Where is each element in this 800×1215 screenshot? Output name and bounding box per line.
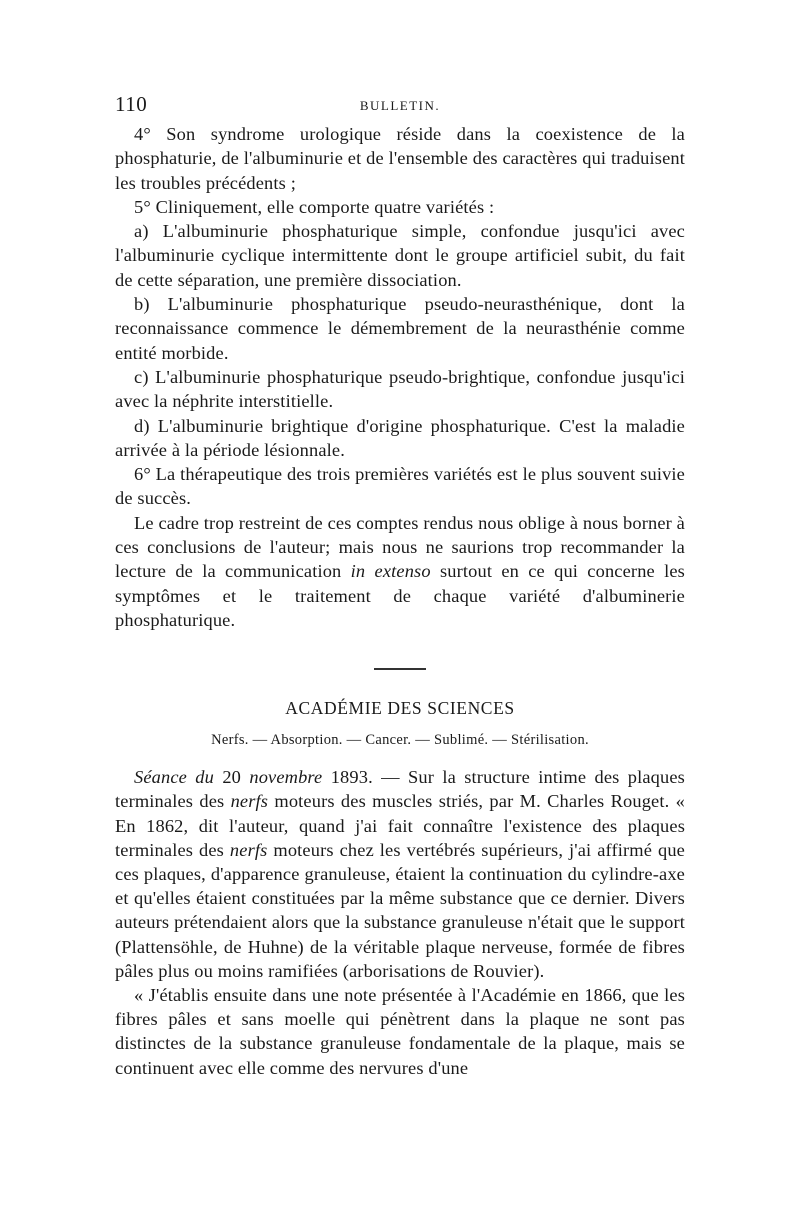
closing-text-after: surtout en ce qui concerne les symptômes et le traitement de chaque variété d'albuminerie phosphaturique. xyxy=(115,561,685,630)
nerfs-italic-1: nerfs xyxy=(230,791,269,812)
page-number: 110 xyxy=(115,92,148,116)
paragraph-variety-a: a) L'albuminurie phosphaturique simple, confondue jusqu'ici avec l'albuminurie cyclique intermittente dont le groupe artificiel subit, du fait de cette séparation, une première dissociation. xyxy=(115,221,685,290)
section-subtitle: Nerfs. — Absorption. — Cancer. — Sublimé. — Stérilisation. xyxy=(211,732,589,749)
body-text-seance xyxy=(115,765,685,1080)
nerfs-italic-2: nerfs xyxy=(229,839,268,860)
body-text-top xyxy=(115,122,685,632)
paragraph-final: « J'établis ensuite dans une note présentée à l'Académie en 1866, que les fibres pâles et sans moelle qui pénètrent dans la plaque ne sont pas distinctes de la substance granuleuse fondamentale de la plaque, mais se continuent avec elle comme des nervures d'une xyxy=(115,985,685,1078)
paragraph-variety-b: b) L'albuminurie phosphaturique pseudo-neurasthénique, dont la reconnaissance commence le démembrement de la neurasthénie comme entité morbide. xyxy=(115,294,685,363)
seance-text-3: moteurs chez les vertébrés supérieurs, j'ai affirmé que ces plaques, d'apparence granuleuse, étaient la continuation du cylindre-axe et qu'elles étaient constituées par la même substance que ce dernier. Divers auteurs prétendaient alors que la substance granuleuse n'était que le support (Plattensöhle, de Huhne) de la véritable plaque nerveuse, formée de fibres pâles plus ou moins ramifiées (arborisations de Rouvier). xyxy=(115,839,685,981)
paragraph-therapeutics: 6° La thérapeutique des trois premières variétés est le plus souvent suivie de succès. xyxy=(115,464,685,509)
seance-text-1: 1893. — Sur la structure intime des plaques terminales des xyxy=(115,767,685,812)
paragraph-seance xyxy=(115,765,685,983)
seance-label: Séance du xyxy=(134,767,214,788)
closing-text-before: Le cadre trop restreint de ces comptes rendus nous oblige à nous borner à ces conclusions de l'auteur; mais nous ne saurions trop recommander la lecture de la communication xyxy=(115,512,685,582)
paragraph-variety-c: c) L'albuminurie phosphaturique pseudo-brightique, confondue jusqu'ici avec la néphrite interstitielle. xyxy=(115,366,685,412)
paragraph-varieties: 5° Cliniquement, elle comporte quatre variétés : xyxy=(134,196,495,217)
running-head xyxy=(115,92,685,122)
section-title: ACADÉMIE DES SCIENCES xyxy=(285,698,515,719)
page xyxy=(115,92,685,1080)
paragraph-closing xyxy=(115,511,685,632)
section-divider xyxy=(374,668,426,670)
closing-italic: in extenso xyxy=(350,561,431,582)
seance-month: novembre xyxy=(249,767,323,788)
paragraph-variety-d: d) L'albuminurie brightique d'origine phosphaturique. C'est la maladie arrivée à la période lésionnale. xyxy=(115,415,685,460)
paragraph-syndrome: 4° Son syndrome urologique réside dans la coexistence de la phosphaturie, de l'albuminurie et de l'ensemble des caractères qui traduisent les troubles précédents ; xyxy=(115,124,685,193)
running-title: BULLETIN. xyxy=(359,98,441,113)
seance-date-number: 20 xyxy=(214,767,250,788)
seance-text-2: moteurs des muscles striés, par M. Charles Rouget. « En 1862, dit l'auteur, quand j'ai fait connaître l'existence des plaques terminales des xyxy=(115,791,685,860)
